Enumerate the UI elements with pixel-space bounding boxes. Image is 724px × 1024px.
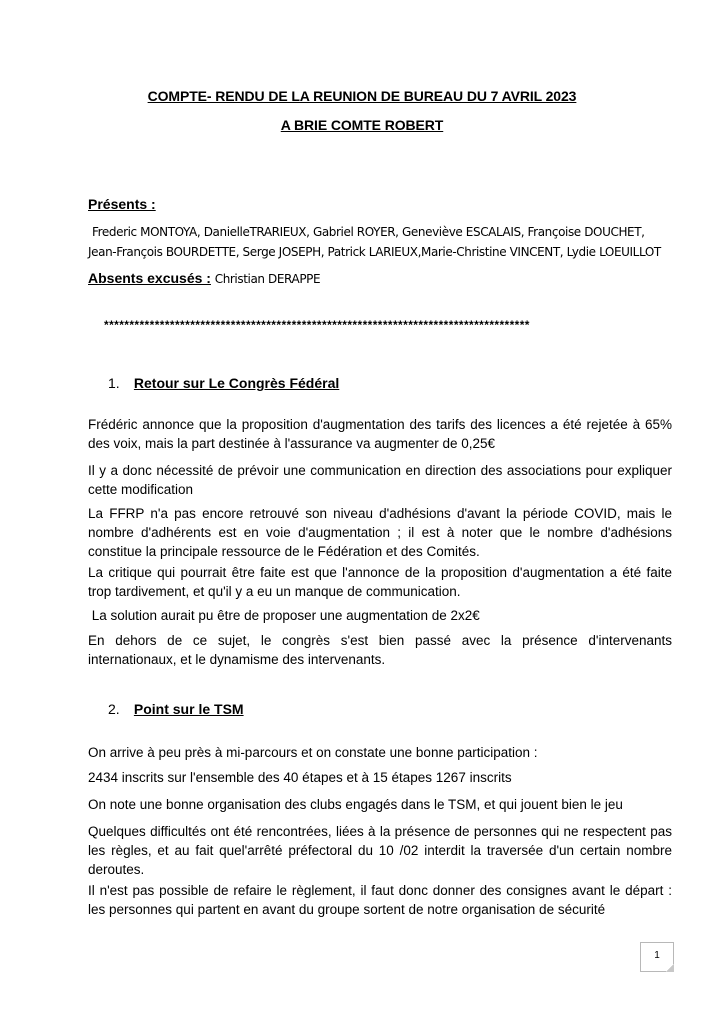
section-1-heading [108, 375, 339, 391]
page-number: 1 [640, 942, 674, 972]
section-2-number: 2. [108, 701, 120, 717]
presents-line-2: Jean-François BOURDETTE, Serge JOSEPH, Patrick LARIEUX,Marie-Christine VINCENT, Lydie LOEUILLOT [88, 245, 661, 259]
section-1-paragraph: Frédéric annonce que la proposition d'augmentation des tarifs des licences a été rejetée à 65% des voix, mais la part destinée à l'assurance va augmenter de 0,25€ [88, 417, 672, 451]
section-2-paragraph: Il n'est pas possible de refaire le règlement, il faut donc donner des consignes avant le départ : les personnes qui partent en avant du groupe sortent de notre organisation de sécurité [88, 883, 672, 917]
presents-label: Présents : [88, 196, 156, 212]
section-1-paragraph: La critique qui pourrait être faite est que l'annonce de la proposition d'augmentation a été faite trop tardivement, et qu'il y a eu un manque de communication. [88, 565, 672, 599]
section-1-paragraph: Il y a donc nécessité de prévoir une communication en direction des associations pour expliquer cette modification [88, 463, 672, 497]
absents-label: Absents excusés : [88, 270, 211, 286]
section-2-paragraph: 2434 inscrits sur l'ensemble des 40 étapes et à 15 étapes 1267 inscrits [88, 770, 512, 785]
section-1-paragraph: En dehors de ce sujet, le congrès s'est bien passé avec la présence d'intervenants internationaux, et le dynamisme des intervenants. [88, 633, 672, 667]
section-2-heading [108, 701, 244, 717]
document-title: COMPTE- RENDU DE LA REUNION DE BUREAU DU 7 AVRIL 2023 [147, 88, 577, 104]
section-1-paragraph: La FFRP n'a pas encore retrouvé son niveau d'adhésions d'avant la période COVID, mais le nombre d'adhérents est en voie d'augmentation ; il est à noter que le nombre d'adhésions constitue la principale ressource de le Fédération et des Comités. [88, 506, 672, 559]
absents-row [88, 268, 320, 289]
separator-line: ************************************************************************************ [104, 318, 530, 332]
presents-line-1: Frederic MONTOYA, DanielleTRARIEUX, Gabriel ROYER, Geneviève ESCALAIS, Françoise DOUCHET, [92, 225, 645, 239]
section-2-title: Point sur le TSM [133, 701, 244, 717]
section-1-paragraph: La solution aurait pu être de proposer une augmentation de 2x2€ [88, 608, 480, 623]
section-2-paragraph: On note une bonne organisation des clubs engagés dans le TSM, et qui jouent bien le jeu [88, 797, 623, 812]
section-1-title: Retour sur Le Congrès Fédéral [133, 375, 340, 391]
section-1-number: 1. [108, 375, 120, 391]
document-subtitle: A BRIE COMTE ROBERT [280, 117, 444, 133]
section-2-paragraph: Quelques difficultés ont été rencontrées, liées à la présence de personnes qui ne respectent pas les règles, et au fait quel'arrêté préfectoral du 10 /02 interdit la traversée d'un certain nombre deroutes. [88, 824, 672, 877]
absents-names: Christian DERAPPE [214, 272, 321, 286]
section-2-paragraph: On arrive à peu près à mi-parcours et on constate une bonne participation : [88, 745, 538, 760]
